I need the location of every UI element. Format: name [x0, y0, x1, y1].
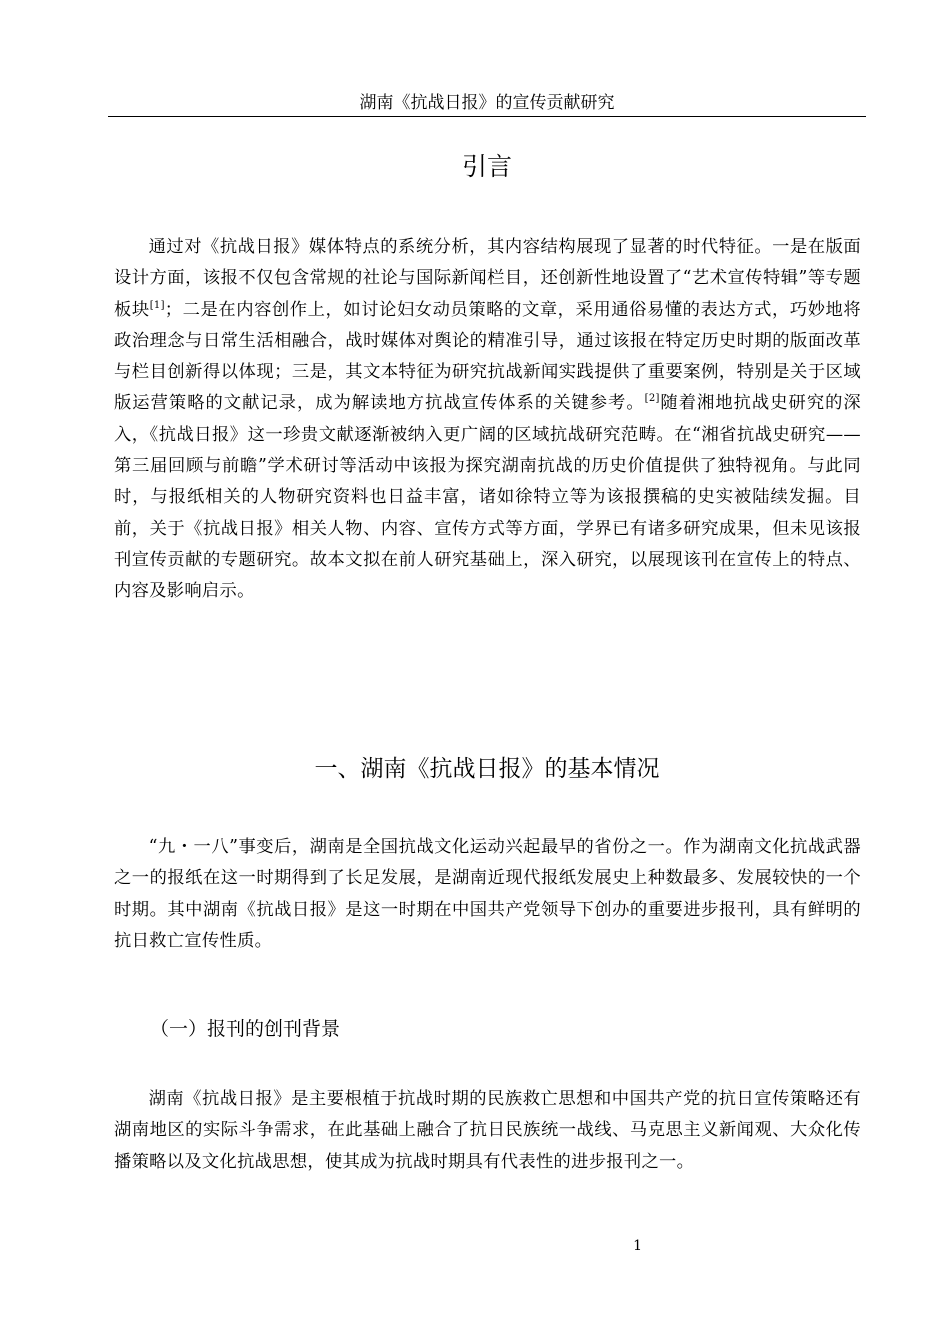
running-header: 湖南《抗战日报》的宣传贡献研究: [359, 93, 615, 113]
citation-ref-2: [2]: [644, 393, 660, 405]
introduction-paragraph: [114, 232, 861, 608]
section-1-paragraph: “九・一八”事变后，湖南是全国抗战文化运动兴起最早的省份之一。作为湖南文化抗战武器之一的报纸在这一时期得到了长足发展，是湖南近现代报纸发展史上种数最多、发展较快的一个时期。其中湖南《抗战日报》是这一时期在中国共产党领导下创办的重要进步报刊，具有鲜明的抗日救亡宣传性质。: [114, 837, 861, 951]
header-divider: [108, 116, 866, 117]
intro-text-part-3: 随着湘地抗战史研究的深入，《抗战日报》这一珍贵文献逐渐被纳入更广阔的区域抗战研究范畴。在“湘省抗战史研究——第三届回顾与前瞻”学术研讨等活动中该报为探究湖南抗战的历史价值提供了独特视角。与此同时，与报纸相关的人物研究资料也日益丰富，诸如徐特立等为该报撰稿的史实被陆续发掘。目前，关于《抗战日报》相关人物、内容、宣传方式等方面，学界已有诸多研究成果，但未见该报刊宣传贡献的专题研究。故本文拟在前人研究基础上，深入研究，以展现该刊在宣传上的特点、内容及影响启示。: [114, 393, 861, 602]
section-1-heading: 一、湖南《抗战日报》的基本情况: [314, 756, 660, 782]
citation-ref-1: [1]: [149, 299, 165, 311]
page-number: 1: [633, 1238, 642, 1254]
subsection-1-heading: （一）报刊的创刊背景: [150, 1018, 341, 1040]
intro-text-part-2: ；二是在内容创作上，如讨论妇女动员策略的文章，采用通俗易懂的表达方式，巧妙地将政治理念与日常生活相融合，战时媒体对舆论的精准引导，通过该报在特定历史时期的版面改革与栏目创新得以体现；三是，其文本特征为研究抗战新闻实践提供了重要案例，特别是关于区域版运营策略的文献记录，成为解读地方抗战宣传体系的关键参考。: [114, 299, 861, 414]
intro-text-part-1: 通过对《抗战日报》媒体特点的系统分析，其内容结构展现了显著的时代特征。一是在版面设计方面，该报不仅包含常规的社论与国际新闻栏目，还创新性地设置了“艺术宣传特辑”等专题板块: [114, 237, 861, 320]
subsection-1-paragraph: 湖南《抗战日报》是主要根植于抗战时期的民族救亡思想和中国共产党的抗日宣传策略还有湖南地区的实际斗争需求，在此基础上融合了抗日民族统一战线、马克思主义新闻观、大众化传播策略以及文化抗战思想，使其成为抗战时期具有代表性的进步报刊之一。: [114, 1089, 861, 1172]
introduction-heading: 引言: [461, 152, 512, 181]
